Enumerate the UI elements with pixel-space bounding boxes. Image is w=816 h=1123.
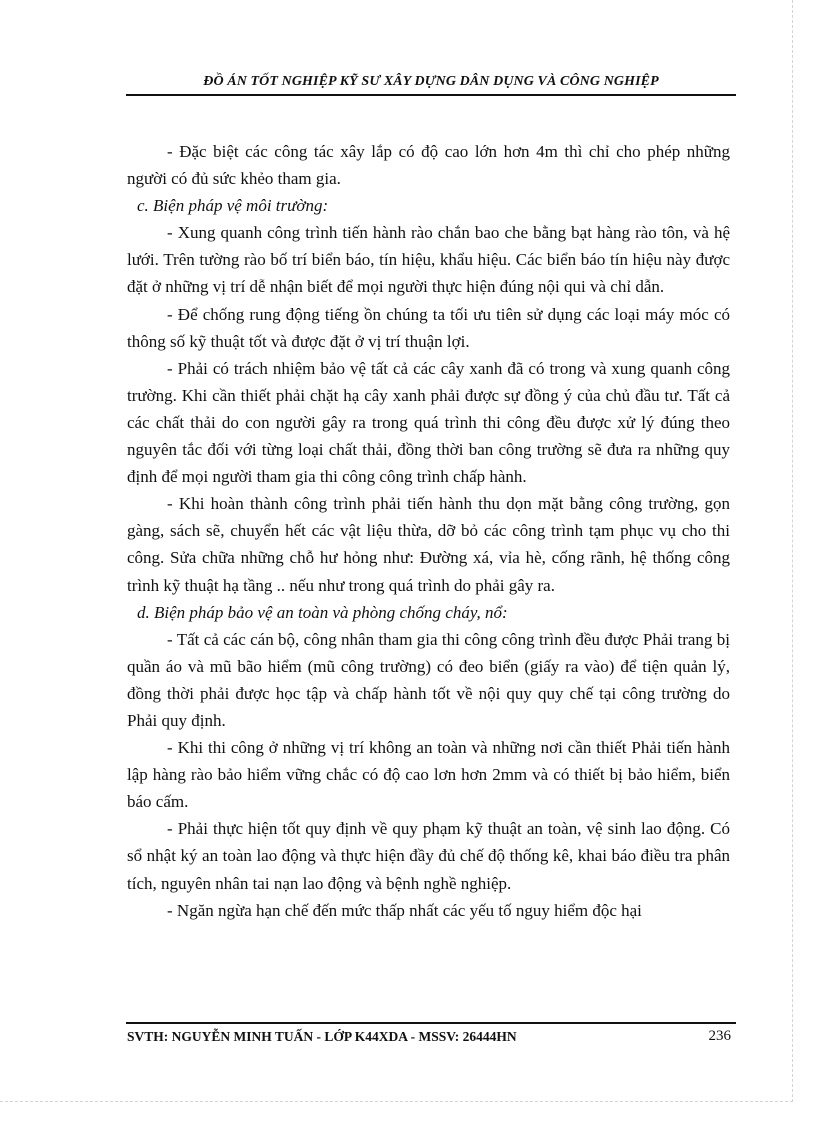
paragraph-3: - Để chống rung động tiếng ồn chúng ta tối ưu tiên sử dụng các loại máy móc có thông số kỹ thuật tốt và được đặt ở vị trí thuận lợi.	[127, 304, 730, 351]
paragraph-2: - Xung quanh công trình tiến hành rào chắn bao che bằng bạt hàng rào tôn, và hệ lưới. Trên tường rào bố trí biển báo, tín hiệu, khẩu hiệu. Các biển báo tín hiệu này được đặt ở những vị trí dễ nhận biết để mọi người thực hiện đúng nội qui và chỉ dẫn.	[127, 223, 730, 297]
paragraph-6: - Tất cả các cán bộ, công nhân tham gia thi công công trình đều được Phải trang bị quần áo và mũ bão hiểm (mũ công trường) có đeo biển (giấy ra vào) để tiện quản lý, đồng thời phải được học tập và chấp hành tốt về nội quy quy chế tại công trường do Phải quy định.	[127, 629, 730, 730]
page-number: 236	[708, 1028, 731, 1044]
paragraph-4: - Phải có trách nhiệm bảo vệ tất cả các cây xanh đã có trong và xung quanh công trường. Khi cần thiết phải chặt hạ cây xanh phải được sự đồng ý của chủ đầu tư. Tất cả các chất thải do con người gây ra trong quá trình thi công đều được xử lý đúng theo nguyên tắc đối với từng loại chất thải, đồng thời ban công trường sẽ đưa ra những quy định để mọi người tham gia thi công công trình chấp hành.	[127, 358, 730, 487]
paragraph-9: - Ngăn ngừa hạn chế đến mức thấp nhất các yếu tố nguy hiểm độc hại	[167, 900, 642, 920]
footer-student-info: SVTH: NGUYỄN MINH TUẤN - LỚP K44XDA - MSSV: 26444HN	[127, 1029, 517, 1044]
page-header-title: ĐỒ ÁN TỐT NGHIỆP KỸ SƯ XÂY DỰNG DÂN DỤNG VÀ CÔNG NGHIỆP	[203, 74, 659, 89]
paragraph-8: - Phải thực hiện tốt quy định về quy phạm kỹ thuật an toàn, vệ sinh lao động. Có sổ nhật ký an toàn lao động và thực hiện đầy đủ chế độ thống kê, khai báo điều tra phân tích, nguyên nhân tai nạn lao động và bệnh nghề nghiệp.	[127, 819, 730, 893]
header-divider	[126, 94, 736, 96]
page-footer	[127, 1029, 731, 1049]
section-heading-c: c. Biện pháp vệ môi trường:	[137, 196, 329, 216]
section-heading-d: d. Biện pháp bảo vệ an toàn và phòng chống cháy, nổ:	[137, 602, 508, 622]
paragraph-1: - Đặc biệt các công tác xây lắp có độ cao lớn hơn 4m thì chỉ cho phép những người có đủ sức khẻo tham gia.	[127, 142, 730, 189]
document-body	[127, 138, 730, 924]
paragraph-5: - Khi hoàn thành công trình phải tiến hành thu dọn mặt bằng công trường, gọn gàng, sách sẽ, chuyển hết các vật liệu thừa, dỡ bỏ các công trình tạm phục vụ cho thi công. Sửa chữa những chỗ hư hỏng như: Đường xá, vỉa hè, cống rãnh, hệ thống công trình kỹ thuật hạ tầng .. nếu như trong quá trình do phải gây ra.	[127, 494, 730, 595]
footer-divider	[126, 1022, 736, 1024]
paragraph-7: - Khi thi công ở những vị trí không an toàn và những nơi cần thiết Phải tiến hành lập hàng rào bảo hiểm vững chắc có độ cao lơn hơn 2mm và có thiết bị bảo hiểm, biển báo cấm.	[127, 738, 730, 812]
